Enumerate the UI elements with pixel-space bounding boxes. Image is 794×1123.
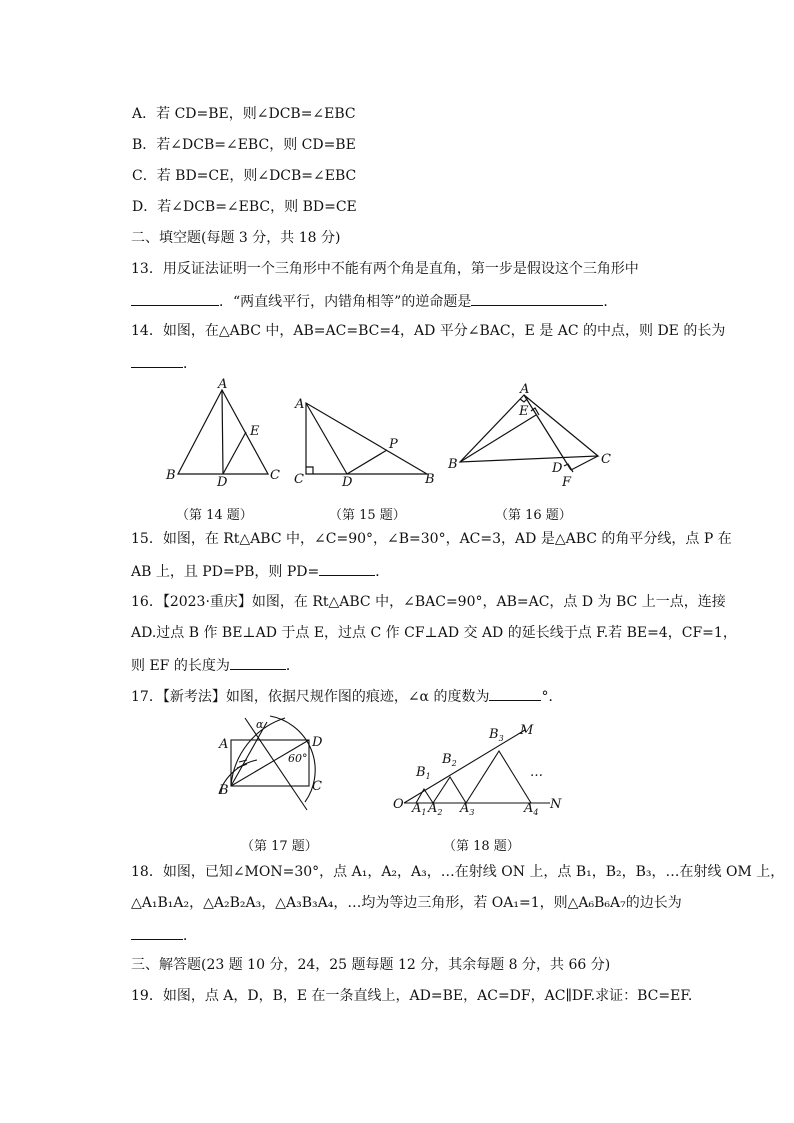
fig16-label-f: F — [562, 475, 572, 490]
q17-line1: 17．【新考法】如图，依据尺规作图的痕迹，∠α 的度数为 °． — [131, 686, 562, 706]
fig15-caption: （第 15 题） — [329, 508, 406, 523]
figure-14 — [160, 378, 285, 490]
fig18-label-b1: $B_1$ — [416, 765, 431, 781]
q18-line3: ． — [131, 925, 197, 945]
fig18-label-b2: $B_2$ — [442, 752, 457, 768]
q16-blank[interactable] — [230, 655, 286, 670]
fig17-label-a: A — [219, 737, 229, 752]
q14-line2: ． — [131, 353, 197, 373]
q15-line1: 15．如图，在 Rt△ABC 中，∠C=90°，∠B=30°，AC=3，AD 是△ABC 的角平分线，点 P 在 — [131, 531, 732, 547]
fig18-label-o: O — [393, 797, 404, 812]
fig17-label-angle: 60° — [288, 752, 308, 765]
q16-line3: 则 EF 的长度为 ． — [131, 655, 300, 675]
fig15-label-d: D — [342, 475, 353, 488]
fig18-label-a1: $A_1$ — [412, 801, 427, 817]
fig18-dots: … — [530, 765, 543, 780]
q18-line2: △A₁B₁A₂，△A₂B₂A₃，△A₃B₃A₄，…均为等边三角形，若 OA₁=1，则△A₆B₆A₇的边长为 — [131, 895, 682, 911]
fig17-label-b: B — [219, 783, 229, 798]
q15-blank[interactable] — [319, 561, 375, 576]
q13-line1: 13．用反证法证明一个三角形中不能有两个角是直角，第一步是假设这个三角形中 — [131, 261, 639, 277]
figure-15 — [292, 393, 442, 488]
figure-17 — [215, 712, 335, 817]
q19-line1: 19．如图，点 A，D，B，E 在一条直线上，AD=BE，AC=DF，AC∥DF.求证：BC=EF. — [131, 988, 693, 1004]
fig14-label-c: C — [270, 468, 280, 483]
q18-blank[interactable] — [131, 925, 183, 940]
q15-line2: AB 上，且 PD=PB，则 PD= ． — [131, 561, 389, 581]
fig18-label-n: N — [550, 797, 562, 812]
q16-line2: AD.过点 B 作 BE⊥AD 于点 E，过点 C 作 CF⊥AD 交 AD 的延长线于点 F.若 BE=4，CF=1， — [131, 625, 737, 641]
q16-line1: 16．【2023·重庆】如图，在 Rt△ABC 中，∠BAC=90°，AB=AC，点 D 为 BC 上一点，连接 — [131, 594, 726, 610]
option-a: A．若 CD=BE，则∠DCB=∠EBC — [132, 106, 356, 122]
fig14-label-b: B — [166, 468, 176, 483]
option-b: B．若∠DCB=∠EBC，则 CD=BE — [132, 137, 356, 153]
fig17-label-c: C — [312, 779, 322, 794]
fig18-caption: （第 18 题） — [443, 839, 520, 854]
section-3-title: 三、解答题(23 题 10 分，24，25 题每题 12 分，其余每题 8 分，共 66 分) — [131, 957, 611, 973]
fig14-label-a: A — [218, 378, 228, 392]
fig14-label-e: E — [250, 424, 260, 439]
q13-line2: ．“两直线平行，内错角相等”的逆命题是 ． — [131, 291, 617, 311]
q14-line1: 14．如图，在△ABC 中，AB=AC=BC=4，AD 平分∠BAC，E 是 AC 的中点，则 DE 的长为 — [131, 323, 726, 339]
fig17-label-d: D — [312, 735, 323, 750]
fig18-label-m: M — [520, 723, 534, 738]
q17-blank[interactable] — [489, 686, 541, 701]
q14-blank[interactable] — [131, 353, 183, 368]
fig16-label-c: C — [601, 452, 611, 467]
fig18-label-a4: $A_4$ — [524, 801, 539, 817]
fig16-label-b: B — [448, 457, 458, 472]
section-2-title: 二、填空题(每题 3 分，共 18 分) — [131, 230, 341, 246]
fig18-label-a2: $A_2$ — [428, 801, 443, 817]
option-c: C．若 BD=CE，则∠DCB=∠EBC — [132, 168, 357, 184]
q13-blank-2[interactable] — [471, 291, 603, 306]
fig15-label-b: B — [425, 472, 435, 487]
q18-line1: 18．如图，已知∠MON=30°，点 A₁，A₂，A₃，…在射线 ON 上，点 B₁，B₂，B₃，…在射线 OM 上， — [131, 864, 785, 880]
fig16-label-e: E — [519, 404, 529, 419]
fig14-label-d: D — [217, 475, 228, 490]
fig15-label-a: A — [295, 397, 305, 412]
fig16-label-a: A — [520, 382, 530, 397]
fig17-label-alpha: α — [256, 718, 264, 731]
fig14-caption: （第 14 题） — [176, 508, 253, 523]
option-d: D．若∠DCB=∠EBC，则 BD=CE — [132, 199, 357, 215]
fig15-label-p: P — [389, 437, 398, 452]
figure-18 — [390, 718, 570, 822]
fig18-label-b3: $B_3$ — [489, 727, 504, 743]
fig17-caption: （第 17 题） — [241, 839, 318, 854]
fig18-label-a3: $A_3$ — [460, 801, 475, 817]
q13-blank-1[interactable] — [131, 291, 219, 306]
fig16-caption: （第 16 题） — [495, 508, 572, 523]
figure-16 — [445, 380, 615, 490]
fig16-label-d: D — [552, 461, 563, 476]
fig15-label-c: C — [294, 472, 304, 487]
